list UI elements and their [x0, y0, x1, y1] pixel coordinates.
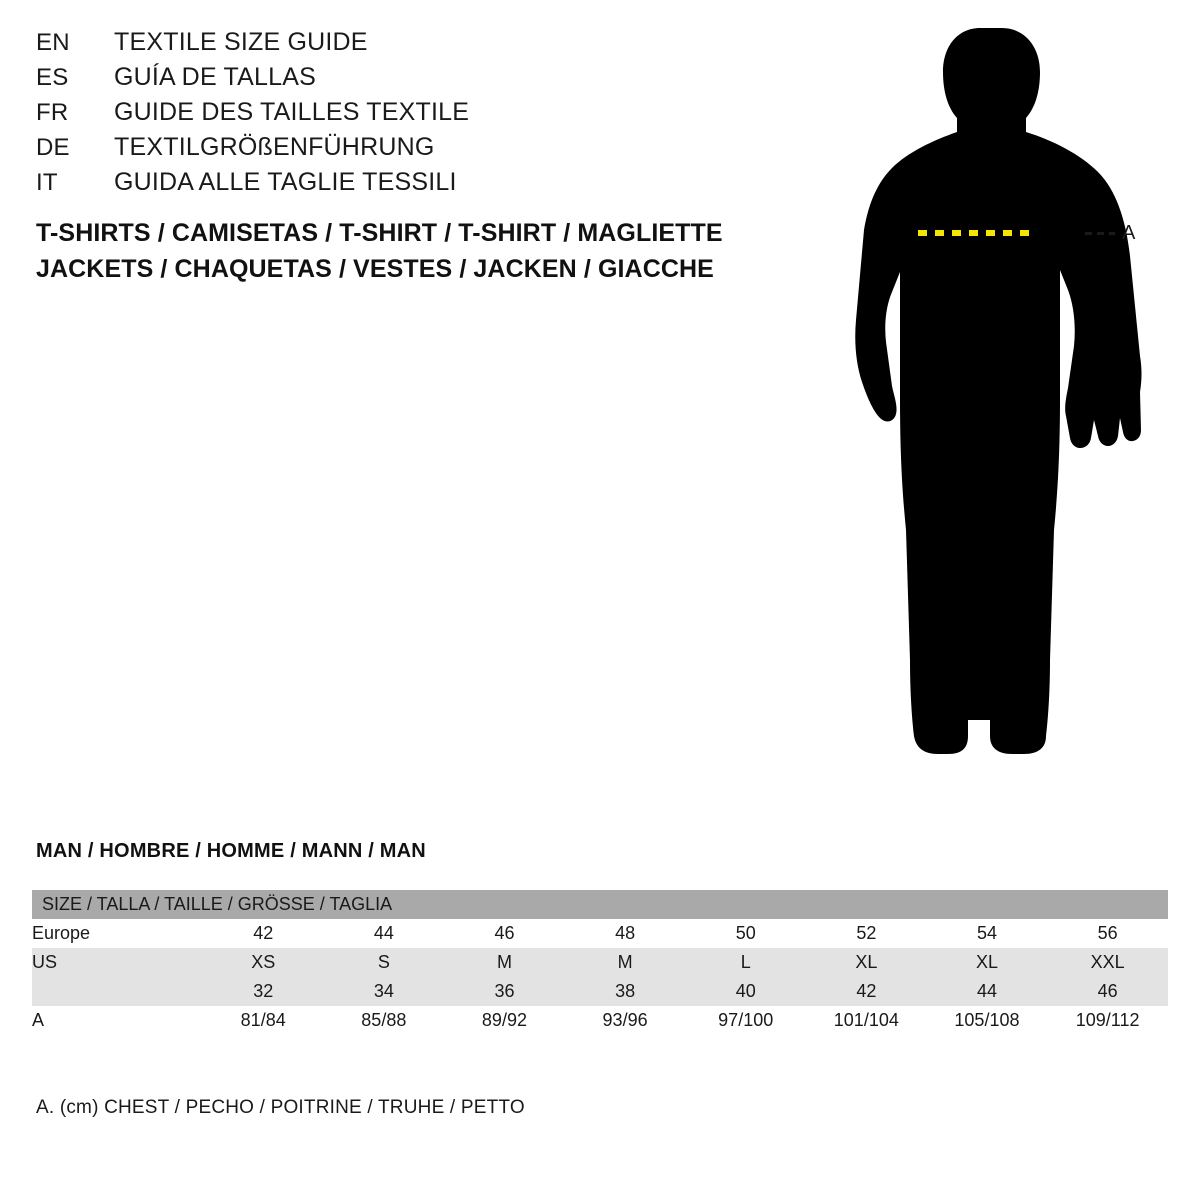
language-title: TEXTILGRÖßENFÜHRUNG — [114, 133, 435, 161]
cell-value: XXL — [1047, 948, 1168, 977]
cell-value: XS — [203, 948, 324, 977]
category-block — [36, 215, 723, 287]
table-row — [32, 948, 1168, 977]
cell-value: 50 — [685, 919, 806, 948]
table-title-man: MAN / HOMBRE / HOMME / MANN / MAN — [36, 840, 426, 862]
size-table — [32, 890, 1168, 1035]
measure-leader-dashes — [1085, 232, 1115, 235]
language-title: GUIDA ALLE TAGLIE TESSILI — [114, 168, 457, 196]
cell-value: 44 — [324, 919, 445, 948]
cell-value: 97/100 — [685, 1006, 806, 1035]
cell-value: 46 — [444, 919, 565, 948]
cell-value: 46 — [1047, 977, 1168, 1006]
language-title: TEXTILE SIZE GUIDE — [114, 28, 368, 56]
language-code: IT — [36, 169, 58, 196]
cell-value: 81/84 — [203, 1006, 324, 1035]
language-title: GUÍA DE TALLAS — [114, 63, 316, 91]
cell-value: 32 — [203, 977, 324, 1006]
language-row — [36, 133, 736, 168]
cell-value: 34 — [324, 977, 445, 1006]
table-header-row — [32, 890, 1168, 919]
cell-value: 42 — [203, 919, 324, 948]
language-code: EN — [36, 29, 70, 56]
cell-value: 52 — [806, 919, 927, 948]
language-row — [36, 63, 736, 98]
table-row — [32, 1006, 1168, 1035]
row-label — [32, 977, 203, 1006]
cell-value: 38 — [565, 977, 686, 1006]
cell-value: L — [685, 948, 806, 977]
cell-value: 54 — [927, 919, 1048, 948]
cell-value: 93/96 — [565, 1006, 686, 1035]
measure-label-a: A — [1122, 222, 1136, 244]
category-jackets: JACKETS / CHAQUETAS / VESTES / JACKEN / GIACCHE — [36, 255, 714, 283]
language-code: FR — [36, 99, 69, 126]
cell-value: 101/104 — [806, 1006, 927, 1035]
row-label: US — [32, 948, 203, 977]
row-label: Europe — [32, 919, 203, 948]
cell-value: M — [444, 948, 565, 977]
silhouette-icon — [830, 20, 1170, 780]
cell-value: 36 — [444, 977, 565, 1006]
row-label: A — [32, 1006, 203, 1035]
cell-value: 89/92 — [444, 1006, 565, 1035]
language-row — [36, 28, 736, 63]
cell-value: 56 — [1047, 919, 1168, 948]
language-row — [36, 98, 736, 133]
language-header-block — [36, 28, 736, 203]
cell-value: S — [324, 948, 445, 977]
cell-value: 85/88 — [324, 1006, 445, 1035]
cell-value: 109/112 — [1047, 1006, 1168, 1035]
language-title: GUIDE DES TAILLES TEXTILE — [114, 98, 470, 126]
table-header-label: SIZE / TALLA / TAILLE / GRÖSSE / TAGLIA — [32, 890, 1168, 919]
cell-value: XL — [927, 948, 1048, 977]
cell-value: 40 — [685, 977, 806, 1006]
cell-value: 48 — [565, 919, 686, 948]
cell-value: XL — [806, 948, 927, 977]
cell-value: M — [565, 948, 686, 977]
table-row — [32, 977, 1168, 1006]
footnote-chest-measure: A. (cm) CHEST / PECHO / POITRINE / TRUHE / PETTO — [36, 1097, 525, 1118]
category-tshirts: T-SHIRTS / CAMISETAS / T-SHIRT / T-SHIRT / MAGLIETTE — [36, 219, 723, 247]
male-silhouette-figure — [830, 20, 1170, 780]
table-row — [32, 919, 1168, 948]
cell-value: 44 — [927, 977, 1048, 1006]
cell-value: 42 — [806, 977, 927, 1006]
language-code: ES — [36, 64, 69, 91]
language-row — [36, 168, 736, 203]
cell-value: 105/108 — [927, 1006, 1048, 1035]
language-code: DE — [36, 134, 70, 161]
